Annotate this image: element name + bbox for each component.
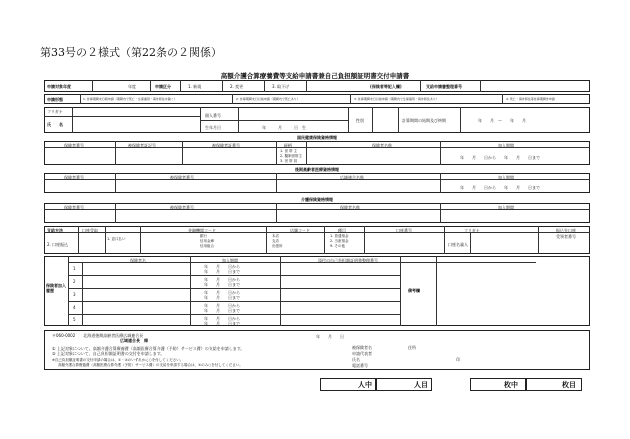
applicant-address-label: 住所: [408, 345, 416, 350]
insurer-row-1-to[interactable]: 年 月 日まで: [204, 269, 240, 274]
insurer-row-3-no: 3: [73, 292, 76, 297]
kenpo-col-insurer-no: 保険者番号: [64, 142, 84, 148]
seal-mark: 印: [456, 357, 460, 362]
birth-date-value[interactable]: 年 月 日 生: [262, 125, 306, 130]
period-value[interactable]: 年 月 〜 年 月: [478, 118, 526, 123]
applicant-name-label: 氏名: [352, 357, 360, 362]
application-type-option-3[interactable]: 3. 計算期間末日以前申請（期間内で生保適用・海外移住あり）: [354, 97, 439, 101]
kenpo-col-relation: 続柄: [284, 142, 292, 148]
insurer-row-5-no: 5: [73, 317, 76, 322]
payment-option-transfer[interactable]: 2. 口座振込: [47, 242, 69, 247]
koki-col-union: 広域連合名称: [340, 174, 364, 180]
sex-label: 性別: [356, 118, 364, 123]
fiscal-year-label: 申請対象年度: [47, 83, 71, 89]
furigana-label: フリガナ: [47, 109, 63, 114]
application-type-option-1[interactable]: 1. 計算期間末日時申請（期間内で死亡・生保適用・海外移住を除く）: [83, 97, 177, 101]
footer-date[interactable]: 年 月 日: [316, 334, 344, 339]
kenpo-col-period: 加入期間: [498, 142, 514, 148]
count-label-sheets-index: 枚目: [562, 380, 576, 389]
count-label-people-total: 人中: [358, 380, 372, 389]
koki-col-insurer-no: 保険者番号: [64, 174, 84, 180]
name-label: 氏 名: [47, 122, 63, 127]
insurer-row-1-no: 1: [73, 266, 76, 271]
kaigo-section-header: 介護保険資格情報: [301, 197, 333, 202]
birth-date-label: 生年月日: [205, 125, 221, 130]
payment-method-label: 支給方法: [47, 227, 63, 233]
koki-section-header: 後期高齢者医療資格情報: [295, 167, 339, 172]
kenpo-col-card: 被保険者証記号: [128, 142, 156, 148]
branch-code-label: 店舗コード: [290, 227, 310, 233]
phone-label: 電話番号: [352, 363, 368, 368]
account-type-label: 種目: [338, 227, 346, 233]
insurer-row-3-from[interactable]: 年 月 日から: [204, 290, 240, 295]
insurer-row-4-no: 4: [73, 305, 76, 310]
footer-note-2: ② 上記対象について、自己負担額証明書の交付を申請します。: [52, 351, 165, 356]
personal-number-label: 個人番号: [205, 113, 221, 118]
account-type-1[interactable]: 1. 普通預金: [330, 234, 349, 238]
insurer-history-side-label: 保険者加入履歴: [46, 283, 66, 293]
account-type-2[interactable]: 2. 当座預金: [330, 239, 349, 243]
insurer-history-col-cert: 添付の自己負担額証明書整理番号: [318, 257, 378, 263]
insurer-row-5-from[interactable]: 年 月 日から: [204, 316, 240, 321]
branch-type-2[interactable]: 支店: [272, 239, 279, 243]
branch-type-3[interactable]: 出張所: [272, 244, 283, 248]
insurer-row-5-to[interactable]: 年 月 日まで: [204, 321, 240, 326]
insurer-row-4-from[interactable]: 年 月 日から: [204, 303, 240, 308]
account-furigana-label: フリガナ: [464, 227, 480, 233]
bank-table: [44, 226, 590, 254]
kenpo-period-value[interactable]: 年 月 日から 年 月 日まで: [460, 155, 540, 160]
footer-note-1: ① 上記対象について、高額介護合算療養費（高額医療合算介護（予防）サービス費）の支給を申請します。: [52, 346, 245, 351]
option-withdraw[interactable]: 3. 取下げ: [272, 83, 290, 89]
category-label: 申請区分: [155, 83, 171, 89]
kaigo-col-insurer-name: 保険者名称: [340, 204, 360, 210]
fiscal-year-unit: 年度: [128, 83, 136, 89]
form-title: 高額介護合算療養費等支給申請書兼自己負担額証明書交付申請書: [220, 72, 410, 80]
koki-col-insured-no: 被保険者番号: [170, 174, 194, 180]
relation-option-2[interactable]: 2. 擬制世帯主: [280, 154, 302, 158]
account-receive-label: 口座受取: [82, 227, 98, 233]
ext-receiver-label: 受領者番号: [556, 234, 576, 239]
kaigo-col-insurer-no: 保険者番号: [64, 204, 84, 210]
bank-type-1[interactable]: 銀行: [200, 234, 207, 238]
application-type-option-2[interactable]: 2. 計算期間末日以前申請（期間内で死亡あり）: [236, 97, 300, 101]
bank-type-3[interactable]: 信用組合: [200, 244, 214, 248]
payment-option-cash[interactable]: 1. 窓口払い: [107, 237, 126, 241]
account-type-3[interactable]: 9. その他: [330, 244, 345, 248]
kenpo-section-header: 国民健康保険資格情報: [297, 135, 337, 140]
representative-label: 申請代表者: [352, 351, 372, 356]
remarks-label: 備考欄: [408, 288, 420, 293]
relation-option-3[interactable]: 3. 世 帯 員: [280, 159, 298, 163]
insurer-row-4-to[interactable]: 年 月 日まで: [204, 308, 240, 313]
insurer-history-col-period: 加入期間: [222, 257, 238, 263]
footer-address: 〒060-0002 北海道後期高齢者医療広域連合長: [52, 333, 144, 338]
insurer-note: (保険者等記入欄): [370, 83, 402, 89]
bank-code-label: 金融機関コード: [188, 227, 216, 233]
koki-period-value[interactable]: 年 月 日から 年 月 日まで: [460, 185, 540, 190]
insurer-row-2-no: 2: [73, 279, 76, 284]
relation-option-1[interactable]: 1. 世 帯 主: [280, 149, 298, 153]
kenpo-col-insurer-name: 保険者名称: [372, 142, 392, 148]
kaigo-col-insured-no: 被保険者番号: [170, 204, 194, 210]
koki-col-period: 加入期間: [498, 174, 514, 180]
option-change[interactable]: 2. 変更: [230, 83, 244, 89]
option-new[interactable]: 1. 新規: [188, 83, 202, 89]
insurer-history-table: [44, 256, 590, 326]
account-number-label: 口座番号: [396, 227, 412, 233]
application-type-label: 申請形態: [47, 96, 63, 102]
application-type-option-4[interactable]: 4. 死亡・海外移住等計算期間外申請: [506, 97, 555, 101]
period-label: 計算期間の始期及び終期: [402, 118, 446, 123]
footer-note-4: 高額介護合算療養費（高額医療合算介護（予防）サービス費）の支給を申請する場合は、①のみ○を付してください。: [58, 363, 243, 367]
insurer-row-3-to[interactable]: 年 月 日まで: [204, 295, 240, 300]
fiscal-year-row: [44, 80, 590, 92]
branch-type-1[interactable]: 本店: [272, 234, 279, 238]
insurer-row-2-from[interactable]: 年 月 日から: [204, 277, 240, 282]
footer-note-3: ※自己負担額証明書の交付申請の場合は、①・②のいずれかに○を付してください。: [52, 358, 184, 362]
count-label-sheets-total: 枚中: [504, 380, 518, 389]
insurer-history-col-insurer: 保険者名: [130, 257, 146, 263]
account-holder-label: 口座名義人: [448, 242, 468, 247]
payment-number-label: 支給申請書整理番号: [426, 83, 462, 89]
kenpo-col-insured-no: 被保険者証番号: [212, 142, 240, 148]
ext-account-label: 振込先口座: [556, 227, 576, 233]
kaigo-col-period: 加入期間: [498, 204, 514, 210]
count-label-people-index: 人目: [414, 380, 428, 389]
insurer-row-2-to[interactable]: 年 月 日まで: [204, 282, 240, 287]
footer-addressee: 広域連合長 様: [120, 338, 148, 343]
bank-type-2[interactable]: 信用金庫: [200, 239, 214, 243]
form-number: 第33号の２様式（第22条の２関係）: [40, 46, 222, 59]
insurer-row-1-from[interactable]: 年 月 日から: [204, 264, 240, 269]
applicant-label: 被保険者名: [352, 345, 372, 350]
